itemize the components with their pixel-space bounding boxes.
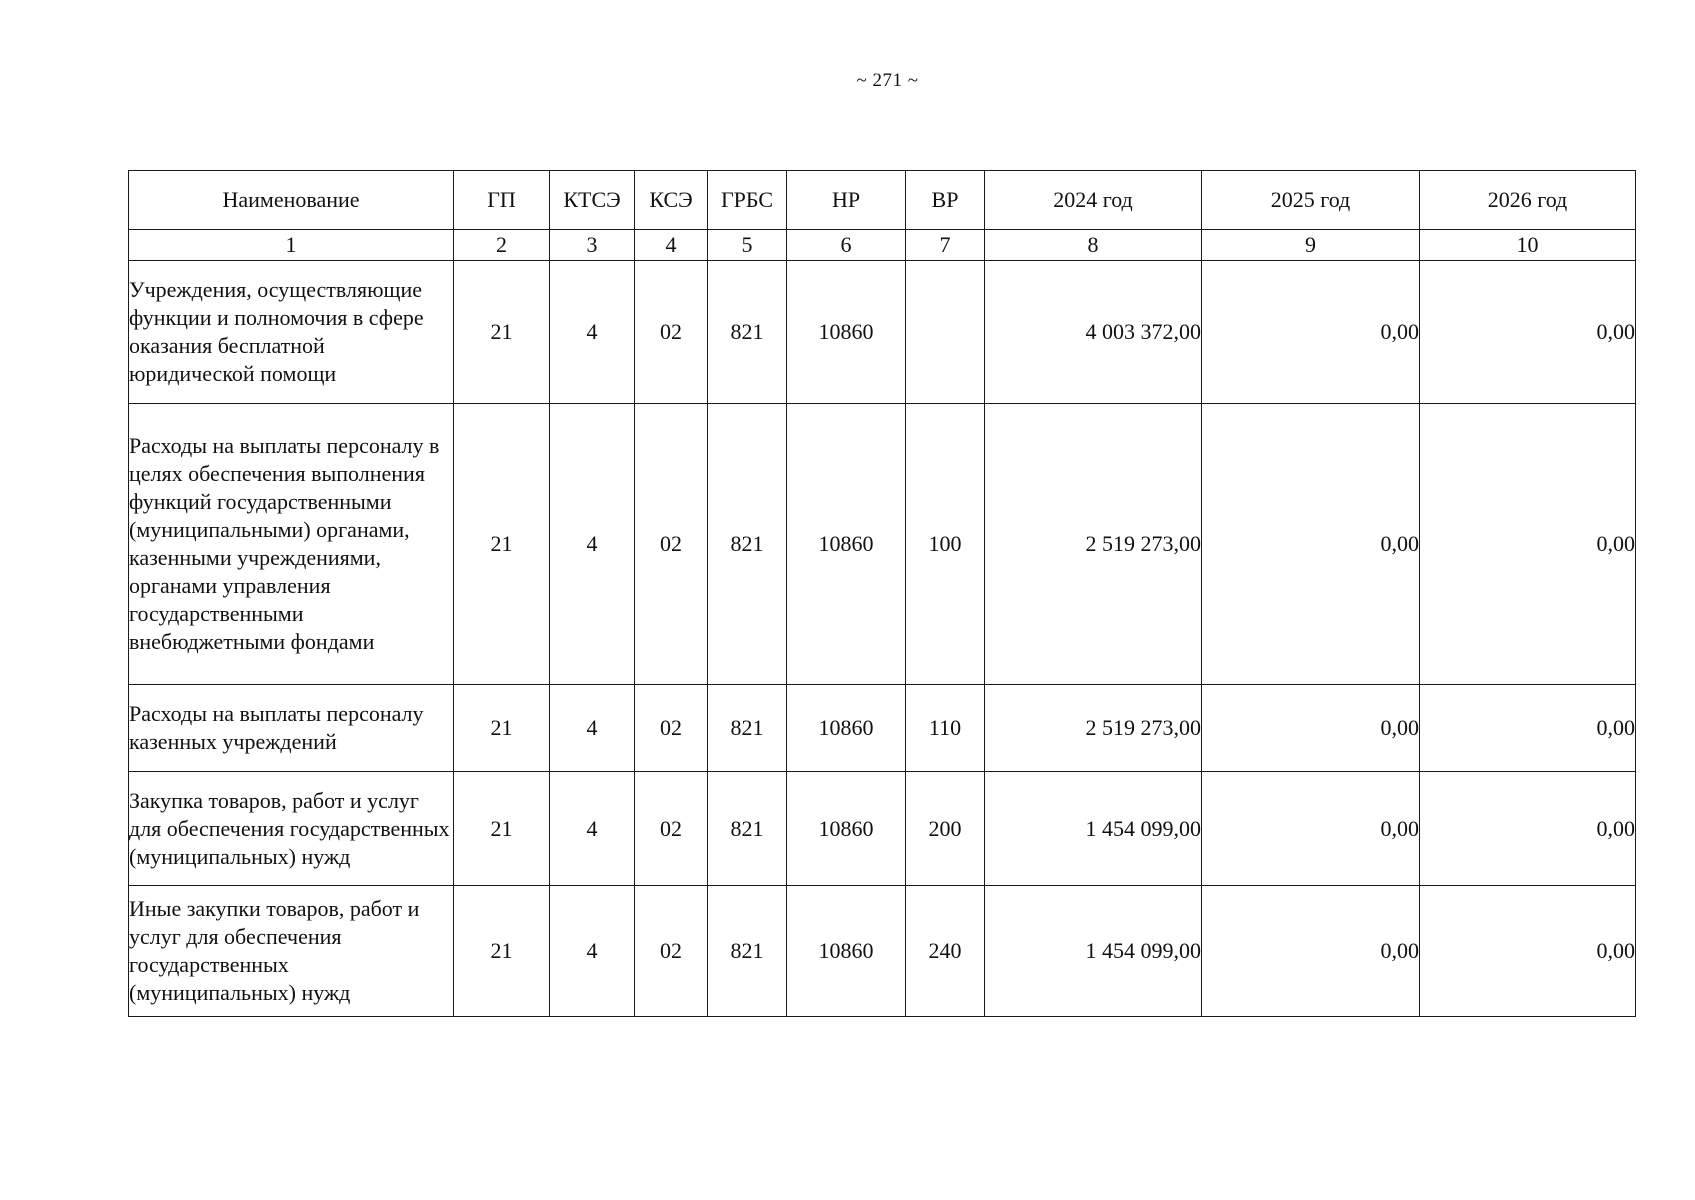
table-row <box>129 772 1636 886</box>
cell-grbs: 821 <box>708 404 787 685</box>
cell-gp: 21 <box>454 261 550 404</box>
row-name: Закупка товаров, работ и услуг для обеспечения государственных (муниципальных) нужд <box>129 772 454 886</box>
cell-2025: 0,00 <box>1202 685 1420 772</box>
cell-gp: 21 <box>454 404 550 685</box>
header-2024: 2024 год <box>985 171 1202 230</box>
cell-2026: 0,00 <box>1420 404 1636 685</box>
cell-grbs: 821 <box>708 685 787 772</box>
cell-ktse: 4 <box>550 404 635 685</box>
cell-kse: 02 <box>635 404 708 685</box>
header-2025: 2025 год <box>1202 171 1420 230</box>
table-row <box>129 685 1636 772</box>
cell-vr: 200 <box>906 772 985 886</box>
cell-2025: 0,00 <box>1202 886 1420 1017</box>
cell-2024: 1 454 099,00 <box>985 772 1202 886</box>
column-number: 4 <box>635 230 708 261</box>
row-name: Иные закупки товаров, работ и услуг для обеспечения государственных (муниципальных) нужд <box>129 886 454 1017</box>
cell-2025: 0,00 <box>1202 404 1420 685</box>
cell-kse: 02 <box>635 685 708 772</box>
page-number: ~ 271 ~ <box>856 70 919 91</box>
budget-table <box>128 170 1636 1017</box>
cell-2025: 0,00 <box>1202 772 1420 886</box>
cell-vr: 110 <box>906 685 985 772</box>
column-number: 5 <box>708 230 787 261</box>
column-number: 9 <box>1202 230 1420 261</box>
column-number: 8 <box>985 230 1202 261</box>
header-nr: НР <box>787 171 906 230</box>
header-grbs: ГРБС <box>708 171 787 230</box>
cell-ktse: 4 <box>550 261 635 404</box>
cell-gp: 21 <box>454 886 550 1017</box>
column-number: 7 <box>906 230 985 261</box>
cell-vr <box>906 261 985 404</box>
column-number: 10 <box>1420 230 1636 261</box>
cell-2024: 2 519 273,00 <box>985 404 1202 685</box>
header-ktse: КТСЭ <box>550 171 635 230</box>
table-row <box>129 404 1636 685</box>
cell-kse: 02 <box>635 886 708 1017</box>
cell-nr: 10860 <box>787 685 906 772</box>
cell-2024: 2 519 273,00 <box>985 685 1202 772</box>
cell-2026: 0,00 <box>1420 772 1636 886</box>
cell-grbs: 821 <box>708 772 787 886</box>
cell-2026: 0,00 <box>1420 886 1636 1017</box>
header-vr: ВР <box>906 171 985 230</box>
cell-gp: 21 <box>454 685 550 772</box>
row-name: Расходы на выплаты персоналу казенных учреждений <box>129 685 454 772</box>
row-name: Расходы на выплаты персоналу в целях обеспечения выполнения функций государственными (муниципальными) органами, казенными учреждениями, органами управления государственными внебюджетными фондами <box>129 404 454 685</box>
cell-2026: 0,00 <box>1420 261 1636 404</box>
cell-vr: 100 <box>906 404 985 685</box>
column-number-row <box>129 230 1636 261</box>
header-row <box>129 171 1636 230</box>
cell-ktse: 4 <box>550 886 635 1017</box>
cell-nr: 10860 <box>787 772 906 886</box>
cell-2025: 0,00 <box>1202 261 1420 404</box>
cell-2024: 4 003 372,00 <box>985 261 1202 404</box>
cell-kse: 02 <box>635 772 708 886</box>
column-number: 2 <box>454 230 550 261</box>
cell-vr: 240 <box>906 886 985 1017</box>
cell-nr: 10860 <box>787 261 906 404</box>
header-name: Наименование <box>129 171 454 230</box>
header-2026: 2026 год <box>1420 171 1636 230</box>
table-row <box>129 886 1636 1017</box>
cell-grbs: 821 <box>708 886 787 1017</box>
cell-ktse: 4 <box>550 685 635 772</box>
cell-2026: 0,00 <box>1420 685 1636 772</box>
row-name: Учреждения, осуществляющие функции и полномочия в сфере оказания бесплатной юридической помощи <box>129 261 454 404</box>
cell-kse: 02 <box>635 261 708 404</box>
cell-ktse: 4 <box>550 772 635 886</box>
cell-nr: 10860 <box>787 886 906 1017</box>
cell-nr: 10860 <box>787 404 906 685</box>
cell-2024: 1 454 099,00 <box>985 886 1202 1017</box>
cell-grbs: 821 <box>708 261 787 404</box>
column-number: 1 <box>129 230 454 261</box>
cell-gp: 21 <box>454 772 550 886</box>
header-gp: ГП <box>454 171 550 230</box>
header-kse: КСЭ <box>635 171 708 230</box>
table-row <box>129 261 1636 404</box>
column-number: 3 <box>550 230 635 261</box>
column-number: 6 <box>787 230 906 261</box>
